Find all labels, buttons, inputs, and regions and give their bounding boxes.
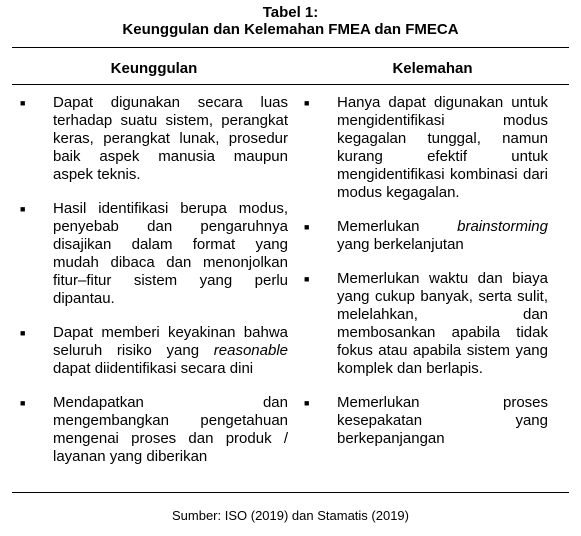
item-text: Mendapatkan dan mengembangkan pengetahuan mengenai proses dan produk / layanan yang diberikan: [53, 394, 288, 465]
item-text-end: dapat diidentifikasi secara dini: [53, 360, 254, 377]
source-note: Sumber: ISO (2019) dan Stamatis (2019): [171, 508, 409, 523]
list-item: [20, 94, 288, 184]
list-item: [20, 324, 288, 378]
item-text-start: Dapat memberi keyakinan bahwa seluruh risiko yang: [53, 324, 288, 359]
top-rule: [12, 47, 569, 48]
list-item: [20, 394, 288, 466]
header-keunggulan: Keunggulan: [110, 60, 198, 77]
item-text-end: yang berkelanjutan: [337, 236, 464, 253]
item-text: Memerlukan waktu dan biaya yang cukup banyak, serta sulit, melelahkan, dan membosankan apabila tidak fokus atau apabila sistem yang komplek dan berlapis.: [337, 270, 548, 377]
item-text: [337, 218, 548, 254]
header-rule: [12, 84, 569, 85]
bottom-rule: [12, 492, 569, 493]
keunggulan-list: [20, 94, 288, 482]
item-text-start: Memerlukan: [337, 218, 458, 235]
bullet-icon: ■: [304, 398, 310, 408]
list-item: [304, 394, 548, 448]
bullet-icon: ■: [20, 98, 26, 108]
list-item: [20, 200, 288, 308]
bullet-icon: ■: [304, 222, 310, 232]
item-text: Dapat digunakan secara luas terhadap suatu sistem, perangkat keras, perangkat lunak, prosedur baik aspek manusia maupun aspek teknis.: [53, 94, 288, 183]
item-text: Hanya dapat digunakan untuk mengidentifikasi modus kegagalan tunggal, namun kurang efektif untuk mengidentifikasi kombinasi dari modus kegagalan.: [337, 94, 548, 201]
bullet-icon: ■: [20, 398, 26, 408]
item-text: Memerlukan proses kesepakatan yang berkepanjangan: [337, 394, 548, 447]
item-text: Hasil identifikasi berupa modus, penyebab dan pengaruhnya disajikan dalam format yang mudah dibaca dan menonjolkan fitur–fitur sistem yang perlu dipantau.: [53, 200, 288, 307]
table-title: [0, 4, 581, 38]
header-kelemahan: Kelemahan: [392, 60, 473, 77]
bullet-icon: ■: [20, 204, 26, 214]
item-text-italic: brainstorming: [457, 218, 548, 235]
item-text: [53, 324, 288, 378]
bullet-icon: ■: [304, 98, 310, 108]
table-label: Tabel 1:: [262, 4, 319, 21]
list-item: [304, 218, 548, 254]
kelemahan-list: [304, 94, 548, 464]
list-item: [304, 270, 548, 378]
bullet-icon: ■: [304, 274, 310, 284]
list-item: [304, 94, 548, 202]
bullet-icon: ■: [20, 328, 26, 338]
table-caption: Keunggulan dan Kelemahan FMEA dan FMECA: [122, 21, 459, 38]
item-text-italic: reasonable: [213, 342, 288, 359]
